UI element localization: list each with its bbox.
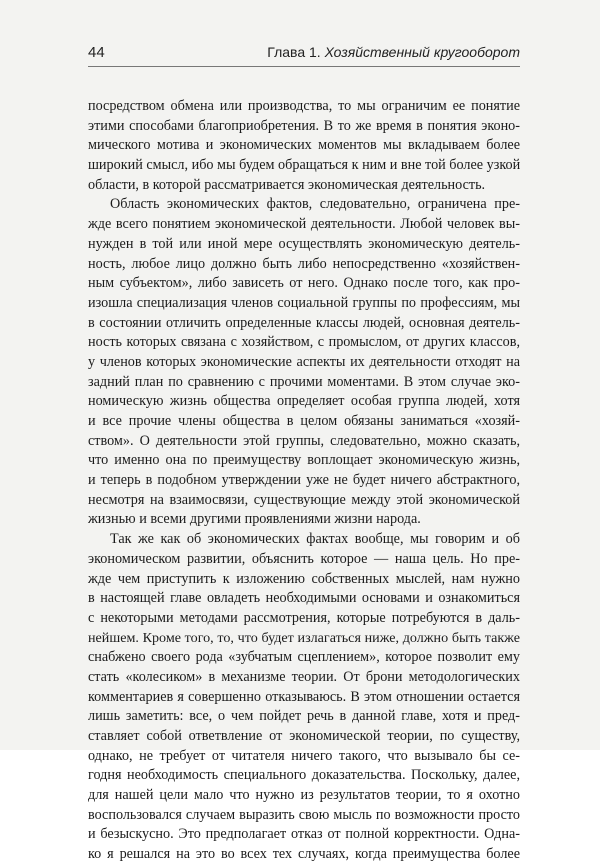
text-line: комментариев я совершенно отказываюсь. В этом отношении остается bbox=[88, 688, 520, 705]
text-line: снабжено своего рода «зубчатым сцеплением», которое позволит ему bbox=[88, 649, 520, 666]
text-line: жде всего понятием экономической деятельности. Любой человек вы- bbox=[88, 216, 520, 233]
text-line: нейшем. Кроме того, то, что будет излагаться ниже, должно быть также bbox=[88, 629, 520, 646]
chapter-label: Глава 1. bbox=[267, 44, 321, 60]
text-line: ко я решался на это во всех тех случаях, когда преимущества более bbox=[88, 846, 520, 863]
text-line: жде чем приступить к изложению собственных мыслей, нам нужно bbox=[88, 570, 520, 587]
text-line: Область экономических фактов, следовательно, ограничена пре- bbox=[110, 196, 520, 213]
text-line: номическую жизнь общества определяет особая группа людей, хотя bbox=[88, 393, 520, 410]
text-line: и безыскусно. Это предполагает отказ от полной корректности. Одна- bbox=[88, 826, 520, 843]
text-line: годня необходимость специального доказательства. Поскольку, далее, bbox=[88, 767, 520, 784]
text-line: с некоторыми методами рассмотрения, которые потребуются в даль- bbox=[88, 609, 520, 626]
text-line: ным субъектом», либо зависеть от него. Однако после того, как про- bbox=[88, 275, 520, 292]
text-line: и теперь в подобном утверждении уже не будет ничего абстрактного, bbox=[88, 472, 520, 489]
text-line: ность, любое лицо должно быть либо непосредственно «хозяйствен- bbox=[88, 255, 520, 272]
text-line: и все прочие члены общества в целом обязаны заниматься «хозяй- bbox=[88, 413, 520, 429]
text-line: ством». О деятельности этой группы, следовательно, можно сказать, bbox=[88, 432, 520, 449]
text-line: широкий смысл, ибо мы будем обращаться к ним и вне той более узкой bbox=[88, 157, 521, 174]
text-line: воспользовался случаем выразить свою мысль по возможности просто bbox=[88, 806, 520, 823]
text-line: области, в которой рассматривается экономическая деятельность. bbox=[88, 176, 486, 193]
chapter-title: Хозяйственный кругооборот bbox=[324, 44, 520, 60]
text-line: стать «колесиком» в механизме теории. От брони методологических bbox=[88, 668, 520, 685]
text-line: для нашей цели мало что нужно из результатов теории, то я охотно bbox=[88, 787, 520, 804]
chapter-heading bbox=[267, 44, 520, 60]
text-line: задний план по сравнению с прочими моментами. В этом случае эко- bbox=[88, 373, 520, 390]
text-line: ставляет собой ответвление от экономической теории, по существу, bbox=[88, 728, 520, 744]
running-header bbox=[88, 44, 520, 68]
text-line: этими способами благоприобретения. В то же время в понятия эконо- bbox=[88, 117, 520, 134]
header-rule bbox=[88, 66, 520, 67]
text-line: мического мотива и экономических моментов мы вкладываем более bbox=[88, 137, 520, 154]
text-line: ность которых связана с хозяйством, с промыслом, от других классов, bbox=[88, 334, 520, 351]
text-line: в настоящей главе овладеть необходимыми основами и ознакомиться bbox=[88, 590, 520, 607]
text-line: нужден в той или иной мере осуществлять экономическую деятель- bbox=[88, 235, 520, 252]
page-number: 44 bbox=[88, 44, 105, 61]
text-line: лишь заметить: все, о чем пойдет речь в данной главе, хотя и пред- bbox=[88, 708, 520, 725]
text-line: в состоянии отличить определенные классы людей, основная деятель- bbox=[88, 314, 520, 331]
text-line: жизнью и всеми другими проявлениями жизни народа. bbox=[88, 511, 421, 528]
text-line: Так же как об экономических фактах вообще, мы говорим и об bbox=[110, 531, 520, 548]
text-line: экономическом развитии, объяснить которое — наша цель. Но пре- bbox=[88, 550, 520, 567]
text-line: посредством обмена или производства, то мы ограничим ее понятие bbox=[88, 98, 520, 114]
text-line: что именно она по преимуществу воплощает экономическую жизнь, bbox=[88, 452, 520, 469]
text-line: несмотря на взаимосвязи, существующие между этой экономической bbox=[88, 491, 520, 508]
text-line: изошла специализация членов социальной группы по профессиям, мы bbox=[88, 294, 520, 311]
text-line: у членов которых экономические аспекты их деятельности отходят на bbox=[88, 353, 520, 370]
text-line: однако, не требует от читателя ничего такого, что вызывало бы се- bbox=[88, 747, 520, 764]
